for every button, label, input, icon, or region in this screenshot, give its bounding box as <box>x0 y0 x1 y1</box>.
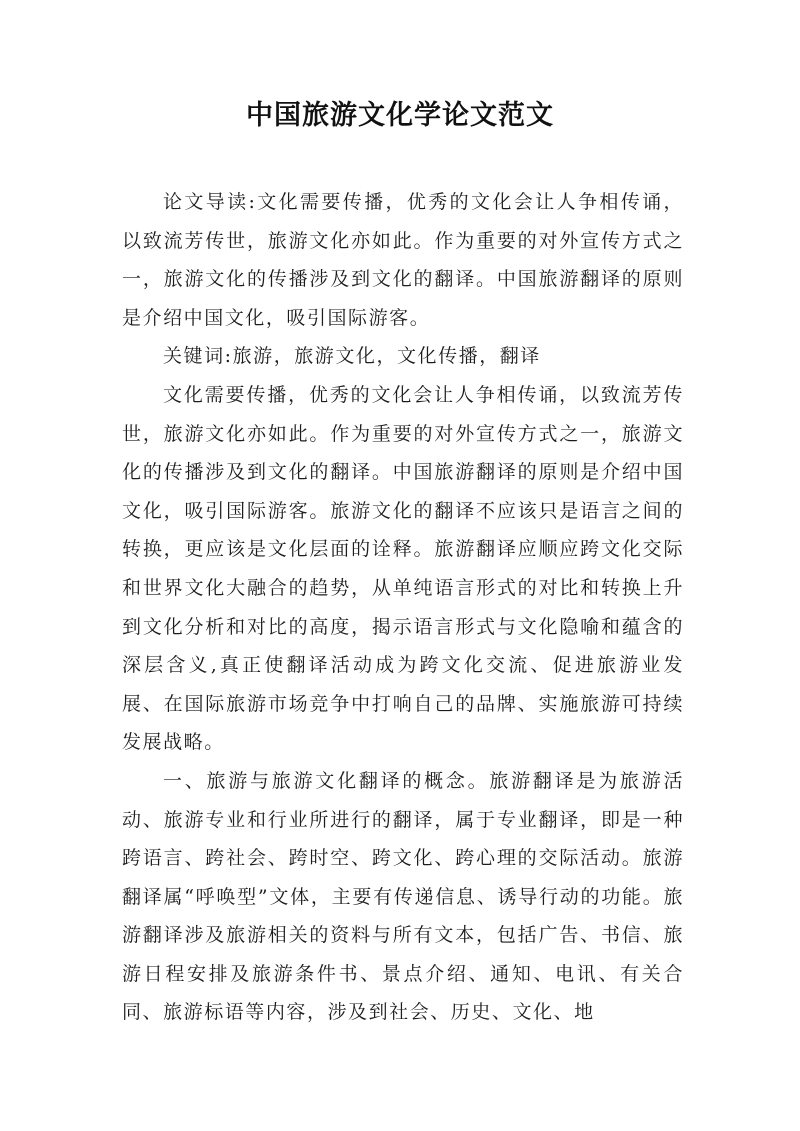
document-title: 中国旅游文化学论文范文 <box>246 100 554 131</box>
body-paragraph: 文化需要传播，优秀的文化会让人争相传诵，以致流芳传世，旅游文化亦如此。作为重要的对外宣传方式之一，旅游文化的传播涉及到文化的翻译。中国旅游翻译的原则是介绍中国文化，吸引国际游客。旅游文化的翻译不应该只是语言之间的转换，更应该是文化层面的诠释。旅游翻译应顺应跨文化交际和世界文化大融合的趋势，从单纯语言形式的对比和转换上升到文化分析和对比的高度，揭示语言形式与文化隐喻和蕴含的深层含义,真正使翻译活动成为跨文化交流、促进旅游业发展、在国际旅游市场竞争中打响自己的品牌、实施旅游可持续发展战略。 <box>122 383 684 754</box>
keywords-paragraph <box>122 337 684 376</box>
document-body <box>122 183 684 1032</box>
keywords-label: 关键词: <box>163 345 233 368</box>
keywords-text: 旅游，旅游文化，文化传播，翻译 <box>232 345 541 368</box>
intro-label: 论文导读: <box>163 191 257 213</box>
intro-paragraph <box>122 183 684 337</box>
intro-text: 文化需要传播，优秀的文化会让人争相传诵，以致流芳传世，旅游文化亦如此。作为重要的对外宣传方式之一，旅游文化的传播涉及到文化的翻译。中国旅游翻译的原则是介绍中国文化，吸引国际游客。 <box>122 191 684 329</box>
body-paragraph: 一、旅游与旅游文化翻译的概念。旅游翻译是为旅游活动、旅游专业和行业所进行的翻译，属于专业翻译，即是一种跨语言、跨社会、跨时空、跨文化、跨心理的交际活动。旅游翻译属“呼唤型”文体，主要有传递信息、诱导行动的功能。旅游翻译涉及旅游相关的资料与所有文本，包括广告、书信、旅游日程安排及旅游条件书、景点介绍、通知、电讯、有关合同、旅游标语等内容，涉及到社会、历史、文化、地 <box>122 769 684 1024</box>
